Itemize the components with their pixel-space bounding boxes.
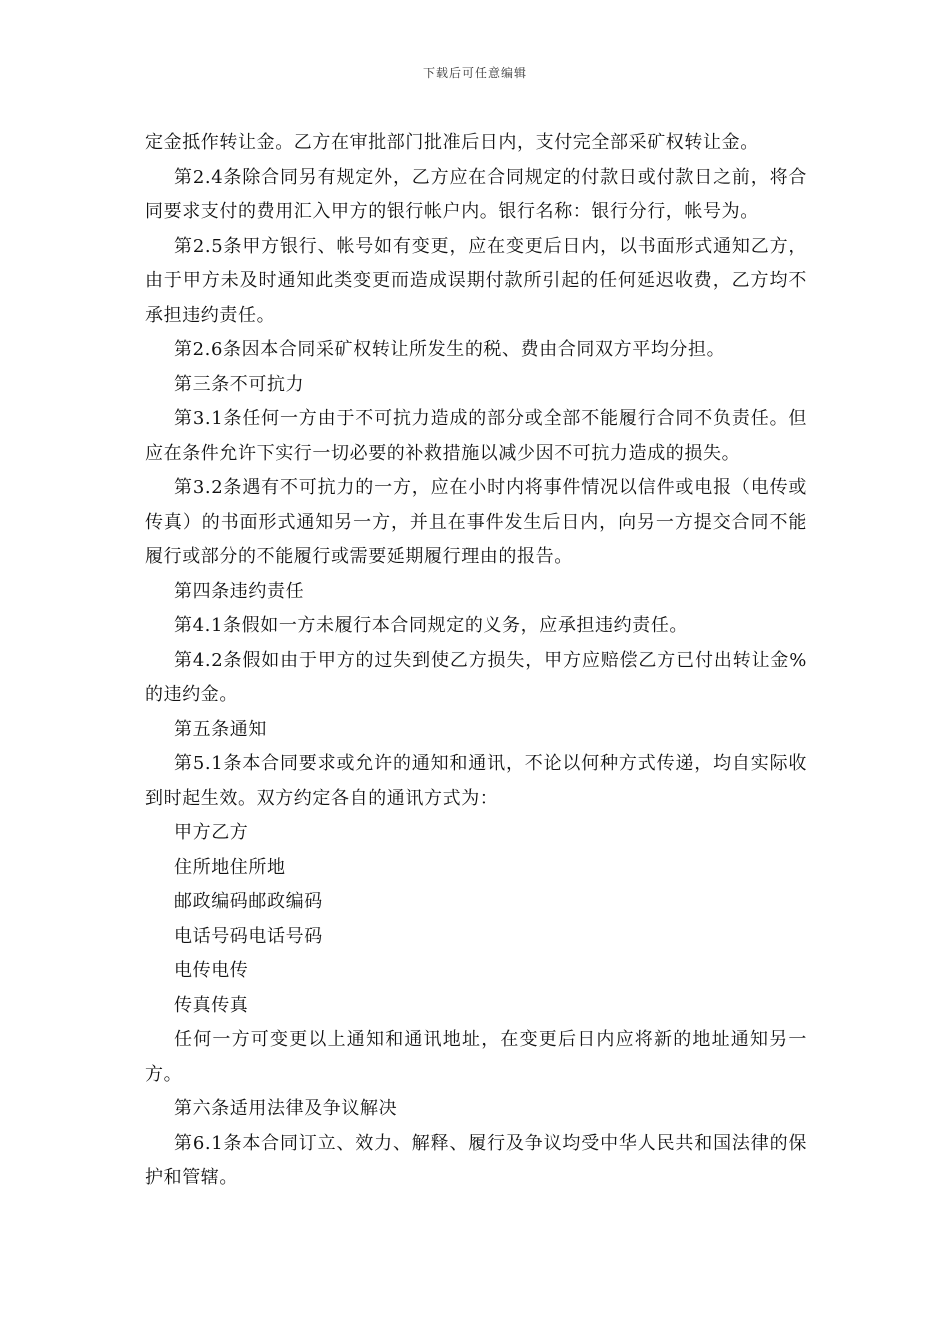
section-heading-force-majeure: 第三条不可抗力 — [174, 373, 305, 395]
paragraph-transfer-payment: 定金抵作转让金。乙方在审批部门批准后日内，支付完全部采矿权转让金。 — [145, 132, 759, 153]
paragraph-article-4-1: 第4.1条假如一方未履行本合同规定的义务，应承担违约责任。 — [174, 615, 689, 636]
contact-row-address: 住所地住所地 — [174, 856, 286, 878]
contact-row-postcode: 邮政编码邮政编码 — [174, 891, 323, 912]
paragraph-article-2-4: 第2.4条除合同另有规定外，乙方应在合同规定的付款日或付款日之前，将合同要求支付的费用汇入甲方的银行帐户内。银行名称：银行分行，帐号为。 — [145, 166, 807, 222]
paragraph-article-6-1: 第6.1条本合同订立、效力、解释、履行及争议均受中华人民共和国法律的保护和管辖。 — [145, 1132, 807, 1188]
paragraph-article-2-5: 第2.5条甲方银行、帐号如有变更，应在变更后日内，以书面形式通知乙方，由于甲方未及时通知此类变更而造成误期付款所引起的任何延迟收费，乙方均不承担违约责任。 — [145, 235, 807, 326]
paragraph-change-notice: 任何一方可变更以上通知和通讯地址，在变更后日内应将新的地址通知另一方。 — [145, 1029, 807, 1085]
page-header: 下载后可任意编辑 — [422, 66, 527, 80]
paragraph-article-5-1: 第5.1条本合同要求或允许的通知和通讯，不论以何种方式传递，均自实际收到时起生效。双方约定各自的通讯方式为： — [145, 753, 807, 809]
section-heading-liability: 第四条违约责任 — [174, 580, 305, 602]
paragraph-article-3-2: 第3.2条遇有不可抗力的一方，应在小时内将事件情况以信件或电报（电传或传真）的书面形式通知另一方，并且在事件发生后日内，向另一方提交合同不能履行或部分的不能履行或需要延期履行理由的报告。 — [145, 477, 807, 567]
contact-row-telex: 电传电传 — [174, 960, 249, 981]
contact-row-phone: 电话号码电话号码 — [174, 925, 323, 947]
document-body — [145, 126, 807, 1196]
paragraph-article-2-6: 第2.6条因本合同采矿权转让所发生的税、费由合同双方平均分担。 — [174, 339, 726, 360]
paragraph-article-4-2: 第4.2条假如由于甲方的过失到使乙方损失，甲方应赔偿乙方已付出转让金%的违约金。 — [145, 649, 807, 705]
section-heading-governing-law: 第六条适用法律及争议解决 — [174, 1098, 398, 1119]
contact-row-parties: 甲方乙方 — [174, 822, 249, 843]
section-heading-notice: 第五条通知 — [174, 718, 267, 740]
paragraph-article-3-1: 第3.1条任何一方由于不可抗力造成的部分或全部不能履行合同不负责任。但应在条件允许下实行一切必要的补救措施以减少因不可抗力造成的损失。 — [145, 408, 807, 464]
contact-row-fax: 传真传真 — [174, 994, 249, 1016]
